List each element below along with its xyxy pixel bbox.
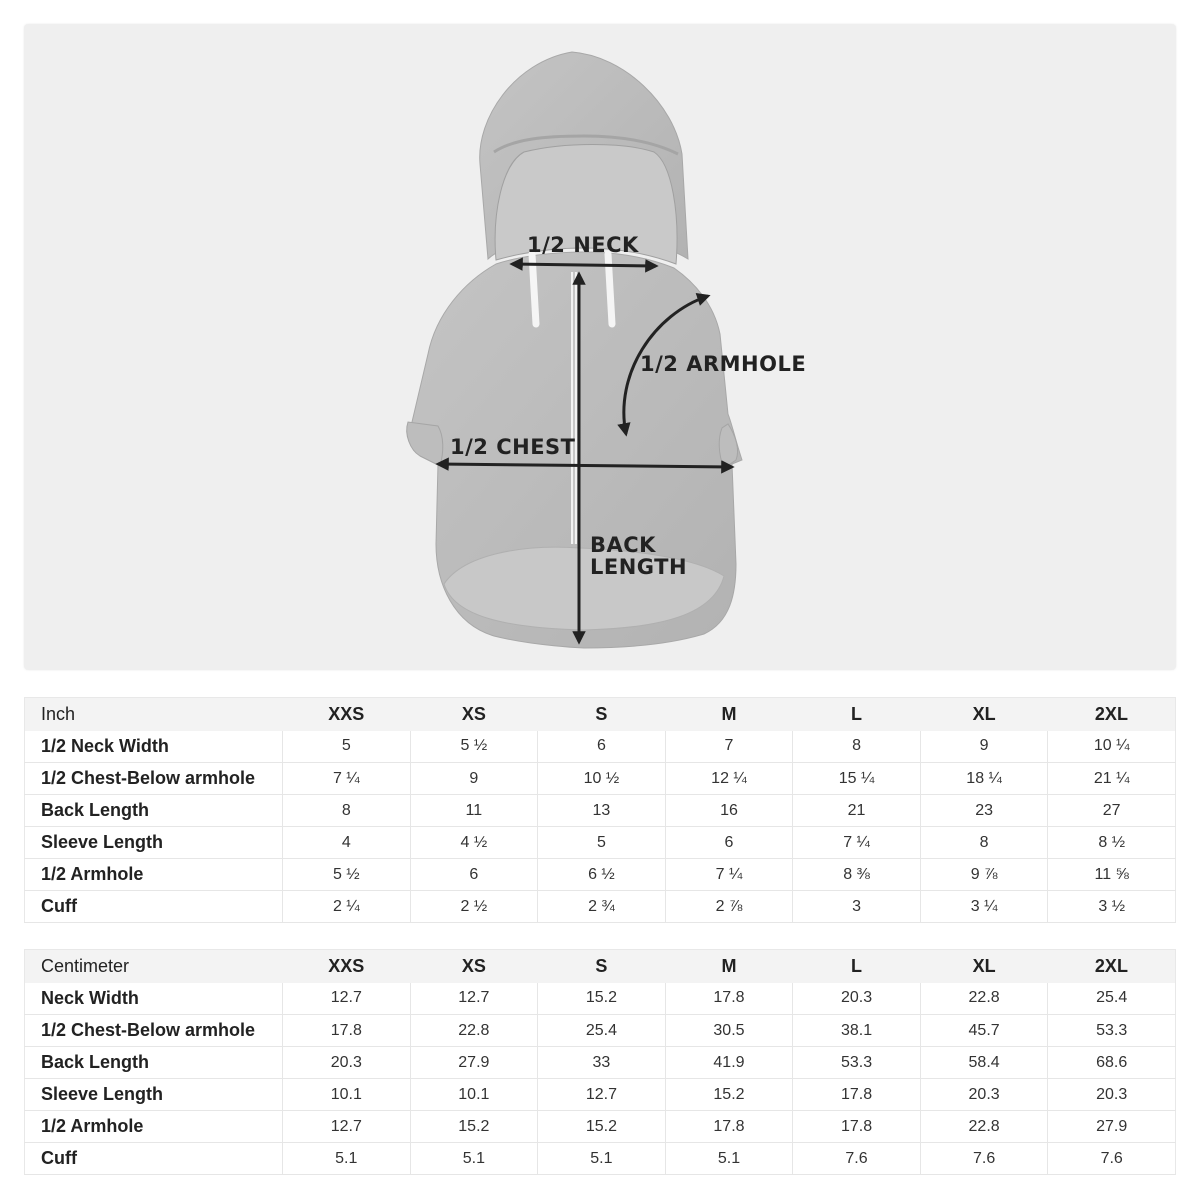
table-cell: 10.1 <box>283 1079 411 1111</box>
table-cell: 45.7 <box>920 1015 1048 1047</box>
table-cell: 7.6 <box>793 1143 921 1175</box>
size-header: XXS <box>283 698 411 731</box>
table-cell: 3 ¼ <box>920 891 1048 923</box>
table-cell: 2 ⅞ <box>665 891 793 923</box>
table-cell: 6 <box>410 859 538 891</box>
table-cell: 6 ½ <box>538 859 666 891</box>
table-cell: 41.9 <box>665 1047 793 1079</box>
size-header: XXS <box>283 950 411 983</box>
table-cell: 17.8 <box>793 1079 921 1111</box>
neck-arrow <box>512 264 656 266</box>
table-row <box>25 1143 1176 1175</box>
size-header: 2XL <box>1048 950 1176 983</box>
table-cell: 12.7 <box>283 1111 411 1143</box>
table-cell: 12.7 <box>538 1079 666 1111</box>
table-cell: 15 ¼ <box>793 763 921 795</box>
size-header: M <box>665 950 793 983</box>
table-cell: 11 <box>410 795 538 827</box>
table-cell: 27 <box>1048 795 1176 827</box>
zip-hoodie-icon <box>407 52 742 648</box>
table-cell: 11 ⅝ <box>1048 859 1176 891</box>
inch-size-table <box>24 697 1176 923</box>
table-cell: 7.6 <box>920 1143 1048 1175</box>
table-cell: 4 ½ <box>410 827 538 859</box>
hoodie-diagram <box>24 24 1176 670</box>
table-cell: 8 <box>920 827 1048 859</box>
table-cell: 33 <box>538 1047 666 1079</box>
table-row <box>25 1111 1176 1143</box>
garment-diagram-panel <box>24 24 1176 670</box>
table-cell: 7 ¼ <box>793 827 921 859</box>
table-cell: 7 ¼ <box>283 763 411 795</box>
back-length-label-line1: BACK <box>590 533 656 557</box>
table-row <box>25 983 1176 1015</box>
table-cell: 8 ½ <box>1048 827 1176 859</box>
table-cell: 3 ½ <box>1048 891 1176 923</box>
size-header: XL <box>920 950 1048 983</box>
table-cell: 6 <box>665 827 793 859</box>
table-header-row <box>25 950 1176 983</box>
table-cell: 5 <box>283 731 411 763</box>
row-label: Sleeve Length <box>25 1079 283 1111</box>
table-cell: 18 ¼ <box>920 763 1048 795</box>
table-row <box>25 827 1176 859</box>
table-cell: 8 <box>283 795 411 827</box>
table-cell: 5.1 <box>410 1143 538 1175</box>
table-cell: 22.8 <box>410 1015 538 1047</box>
table-cell: 10 ½ <box>538 763 666 795</box>
table-row <box>25 1015 1176 1047</box>
table-header-row <box>25 698 1176 731</box>
table-cell: 2 ¼ <box>283 891 411 923</box>
table-cell: 2 ¾ <box>538 891 666 923</box>
table-row <box>25 795 1176 827</box>
table-cell: 5.1 <box>538 1143 666 1175</box>
row-label: Back Length <box>25 795 283 827</box>
table-cell: 16 <box>665 795 793 827</box>
table-cell: 15.2 <box>538 983 666 1015</box>
size-header: L <box>793 950 921 983</box>
table-cell: 53.3 <box>793 1047 921 1079</box>
row-label: 1/2 Armhole <box>25 859 283 891</box>
unit-label: Centimeter <box>25 950 283 983</box>
table-cell: 20.3 <box>283 1047 411 1079</box>
armhole-label: 1/2 ARMHOLE <box>640 352 807 376</box>
table-cell: 15.2 <box>538 1111 666 1143</box>
table-cell: 17.8 <box>665 983 793 1015</box>
table-cell: 17.8 <box>283 1015 411 1047</box>
table-cell: 9 <box>410 763 538 795</box>
table-cell: 20.3 <box>1048 1079 1176 1111</box>
table-cell: 5 ½ <box>283 859 411 891</box>
table-cell: 10 ¼ <box>1048 731 1176 763</box>
row-label: 1/2 Neck Width <box>25 731 283 763</box>
table-cell: 12.7 <box>283 983 411 1015</box>
table-cell: 9 ⅞ <box>920 859 1048 891</box>
table-cell: 22.8 <box>920 1111 1048 1143</box>
table-cell: 27.9 <box>410 1047 538 1079</box>
row-label: 1/2 Armhole <box>25 1111 283 1143</box>
table-row <box>25 859 1176 891</box>
table-cell: 25.4 <box>1048 983 1176 1015</box>
table-cell: 15.2 <box>410 1111 538 1143</box>
unit-label: Inch <box>25 698 283 731</box>
table-cell: 58.4 <box>920 1047 1048 1079</box>
neck-label: 1/2 NECK <box>527 233 639 257</box>
table-cell: 7 ¼ <box>665 859 793 891</box>
table-cell: 22.8 <box>920 983 1048 1015</box>
row-label: Sleeve Length <box>25 827 283 859</box>
table-cell: 8 <box>793 731 921 763</box>
row-label: Back Length <box>25 1047 283 1079</box>
table-cell: 9 <box>920 731 1048 763</box>
row-label: 1/2 Chest-Below armhole <box>25 1015 283 1047</box>
chest-label: 1/2 CHEST <box>450 435 576 459</box>
table-cell: 53.3 <box>1048 1015 1176 1047</box>
table-cell: 23 <box>920 795 1048 827</box>
size-header: L <box>793 698 921 731</box>
table-cell: 7 <box>665 731 793 763</box>
centimeter-size-table <box>24 949 1176 1175</box>
back-length-label-line2: LENGTH <box>590 555 688 579</box>
table-cell: 20.3 <box>920 1079 1048 1111</box>
table-cell: 30.5 <box>665 1015 793 1047</box>
row-label: Neck Width <box>25 983 283 1015</box>
table-cell: 12 ¼ <box>665 763 793 795</box>
table-cell: 5 <box>538 827 666 859</box>
row-label: Cuff <box>25 1143 283 1175</box>
table-cell: 8 ⅜ <box>793 859 921 891</box>
size-header: M <box>665 698 793 731</box>
table-cell: 21 ¼ <box>1048 763 1176 795</box>
table-cell: 10.1 <box>410 1079 538 1111</box>
table-row <box>25 1047 1176 1079</box>
table-cell: 12.7 <box>410 983 538 1015</box>
size-header: S <box>538 698 666 731</box>
table-cell: 5 ½ <box>410 731 538 763</box>
table-cell: 38.1 <box>793 1015 921 1047</box>
size-header: XS <box>410 950 538 983</box>
table-cell: 25.4 <box>538 1015 666 1047</box>
table-row <box>25 1079 1176 1111</box>
table-row <box>25 731 1176 763</box>
table-cell: 17.8 <box>793 1111 921 1143</box>
size-header: XS <box>410 698 538 731</box>
table-row <box>25 891 1176 923</box>
table-cell: 5.1 <box>665 1143 793 1175</box>
table-cell: 3 <box>793 891 921 923</box>
table-cell: 17.8 <box>665 1111 793 1143</box>
size-header: XL <box>920 698 1048 731</box>
table-cell: 68.6 <box>1048 1047 1176 1079</box>
table-cell: 15.2 <box>665 1079 793 1111</box>
table-cell: 4 <box>283 827 411 859</box>
size-header: S <box>538 950 666 983</box>
table-cell: 5.1 <box>283 1143 411 1175</box>
table-cell: 20.3 <box>793 983 921 1015</box>
table-cell: 21 <box>793 795 921 827</box>
table-row <box>25 763 1176 795</box>
size-header: 2XL <box>1048 698 1176 731</box>
table-cell: 7.6 <box>1048 1143 1176 1175</box>
table-cell: 27.9 <box>1048 1111 1176 1143</box>
table-cell: 13 <box>538 795 666 827</box>
row-label: Cuff <box>25 891 283 923</box>
table-cell: 6 <box>538 731 666 763</box>
row-label: 1/2 Chest-Below armhole <box>25 763 283 795</box>
table-cell: 2 ½ <box>410 891 538 923</box>
